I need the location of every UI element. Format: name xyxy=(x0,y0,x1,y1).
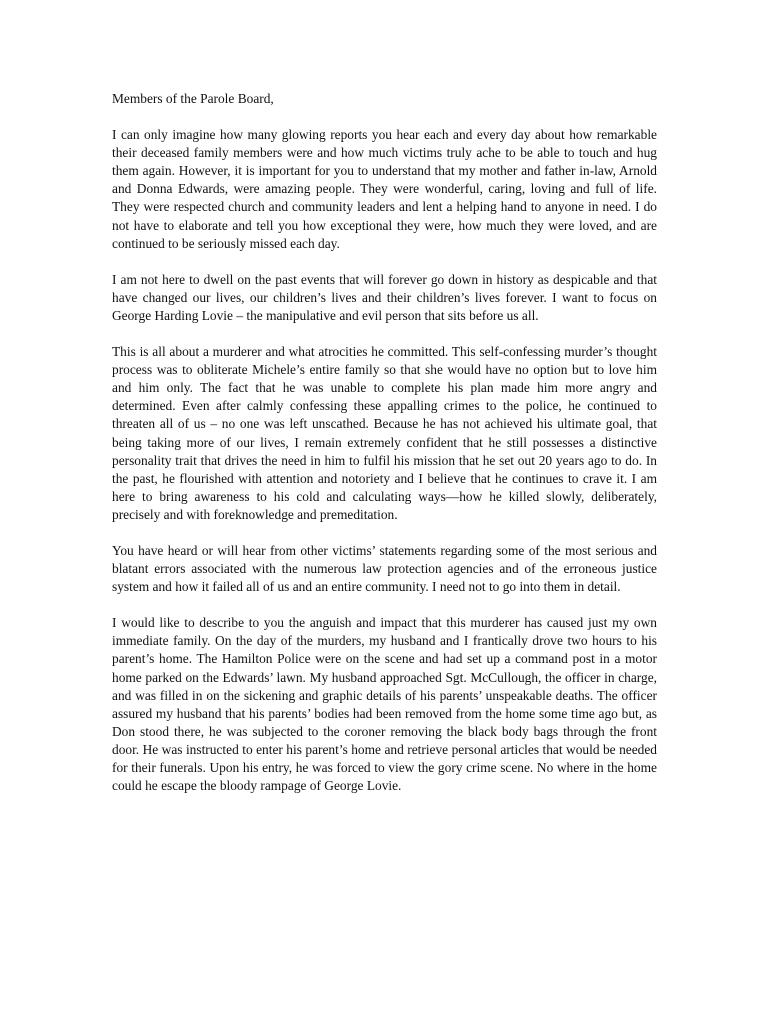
letter-salutation: Members of the Parole Board, xyxy=(112,91,274,106)
letter-paragraph-5: I would like to describe to you the anguish and impact that this murderer has caused just my own immediate family. On the day of the murders, my husband and I frantically drove two hours to his parent’s home. The Hamilton Police were on the scene and had set up a command post in a motor home parked on the Edwards’ lawn. My husband approached Sgt. McCullough, the officer in charge, and was filled in on the sickening and graphic details of his parents’ unspeakable deaths. The officer assured my husband that his parents’ bodies had been removed from the home some time ago but, as Don stood there, he was subjected to the coroner removing the black body bags through the front door. He was instructed to enter his parent’s home and retrieve personal articles that would be needed for their funerals. Upon his entry, he was forced to view the gory crime scene. No where in the home could he escape the bloody rampage of George Lovie. xyxy=(112,615,657,794)
letter-paragraph-3: This is all about a murderer and what atrocities he committed. This self-confessing murder’s thought process was to obliterate Michele’s entire family so that she would have no option but to love him and him only. The fact that he was unable to complete his plan made him more angry and determined. Even after calmly confessing these appalling crimes to the police, he continued to threaten all of us – no one was left unscathed. Because he has not achieved his ultimate goal, that being taking more of our lives, I remain extremely confident that he still possesses a distinctive personality trait that drives the need in him to fulfil his mission that he set out 20 years ago to do. In the past, he flourished with attention and notoriety and I believe that he continues to crave it. I am here to bring awareness to his cold and calculating ways—how he killed slowly, deliberately, precisely and with foreknowledge and premeditation. xyxy=(112,344,657,522)
letter-page xyxy=(112,90,657,813)
letter-paragraph-4: You have heard or will hear from other victims’ statements regarding some of the most serious and blatant errors associated with the numerous law protection agencies and of the erroneous justice system and how it failed all of us and an entire community. I need not to go into them in detail. xyxy=(112,542,657,595)
letter-paragraph-2: I am not here to dwell on the past events that will forever go down in history as despicable and that have changed our lives, our children’s lives and their children’s lives forever. I want to focus on George Harding Lovie – the manipulative and evil person that sits before us all. xyxy=(112,271,657,323)
letter-paragraph-1: I can only imagine how many glowing reports you hear each and every day about how remarkable their deceased family members were and how much victims truly ache to be able to touch and hug them again. However, it is important for you to understand that my mother and father in-law, Arnold and Donna Edwards, were amazing people. They were wonderful, caring, loving and full of life. They were respected church and community leaders and lent a helping hand to anyone in need. I do not have to elaborate and tell you how exceptional they were, how much they were loved, and are continued to be seriously missed each day. xyxy=(112,127,657,251)
